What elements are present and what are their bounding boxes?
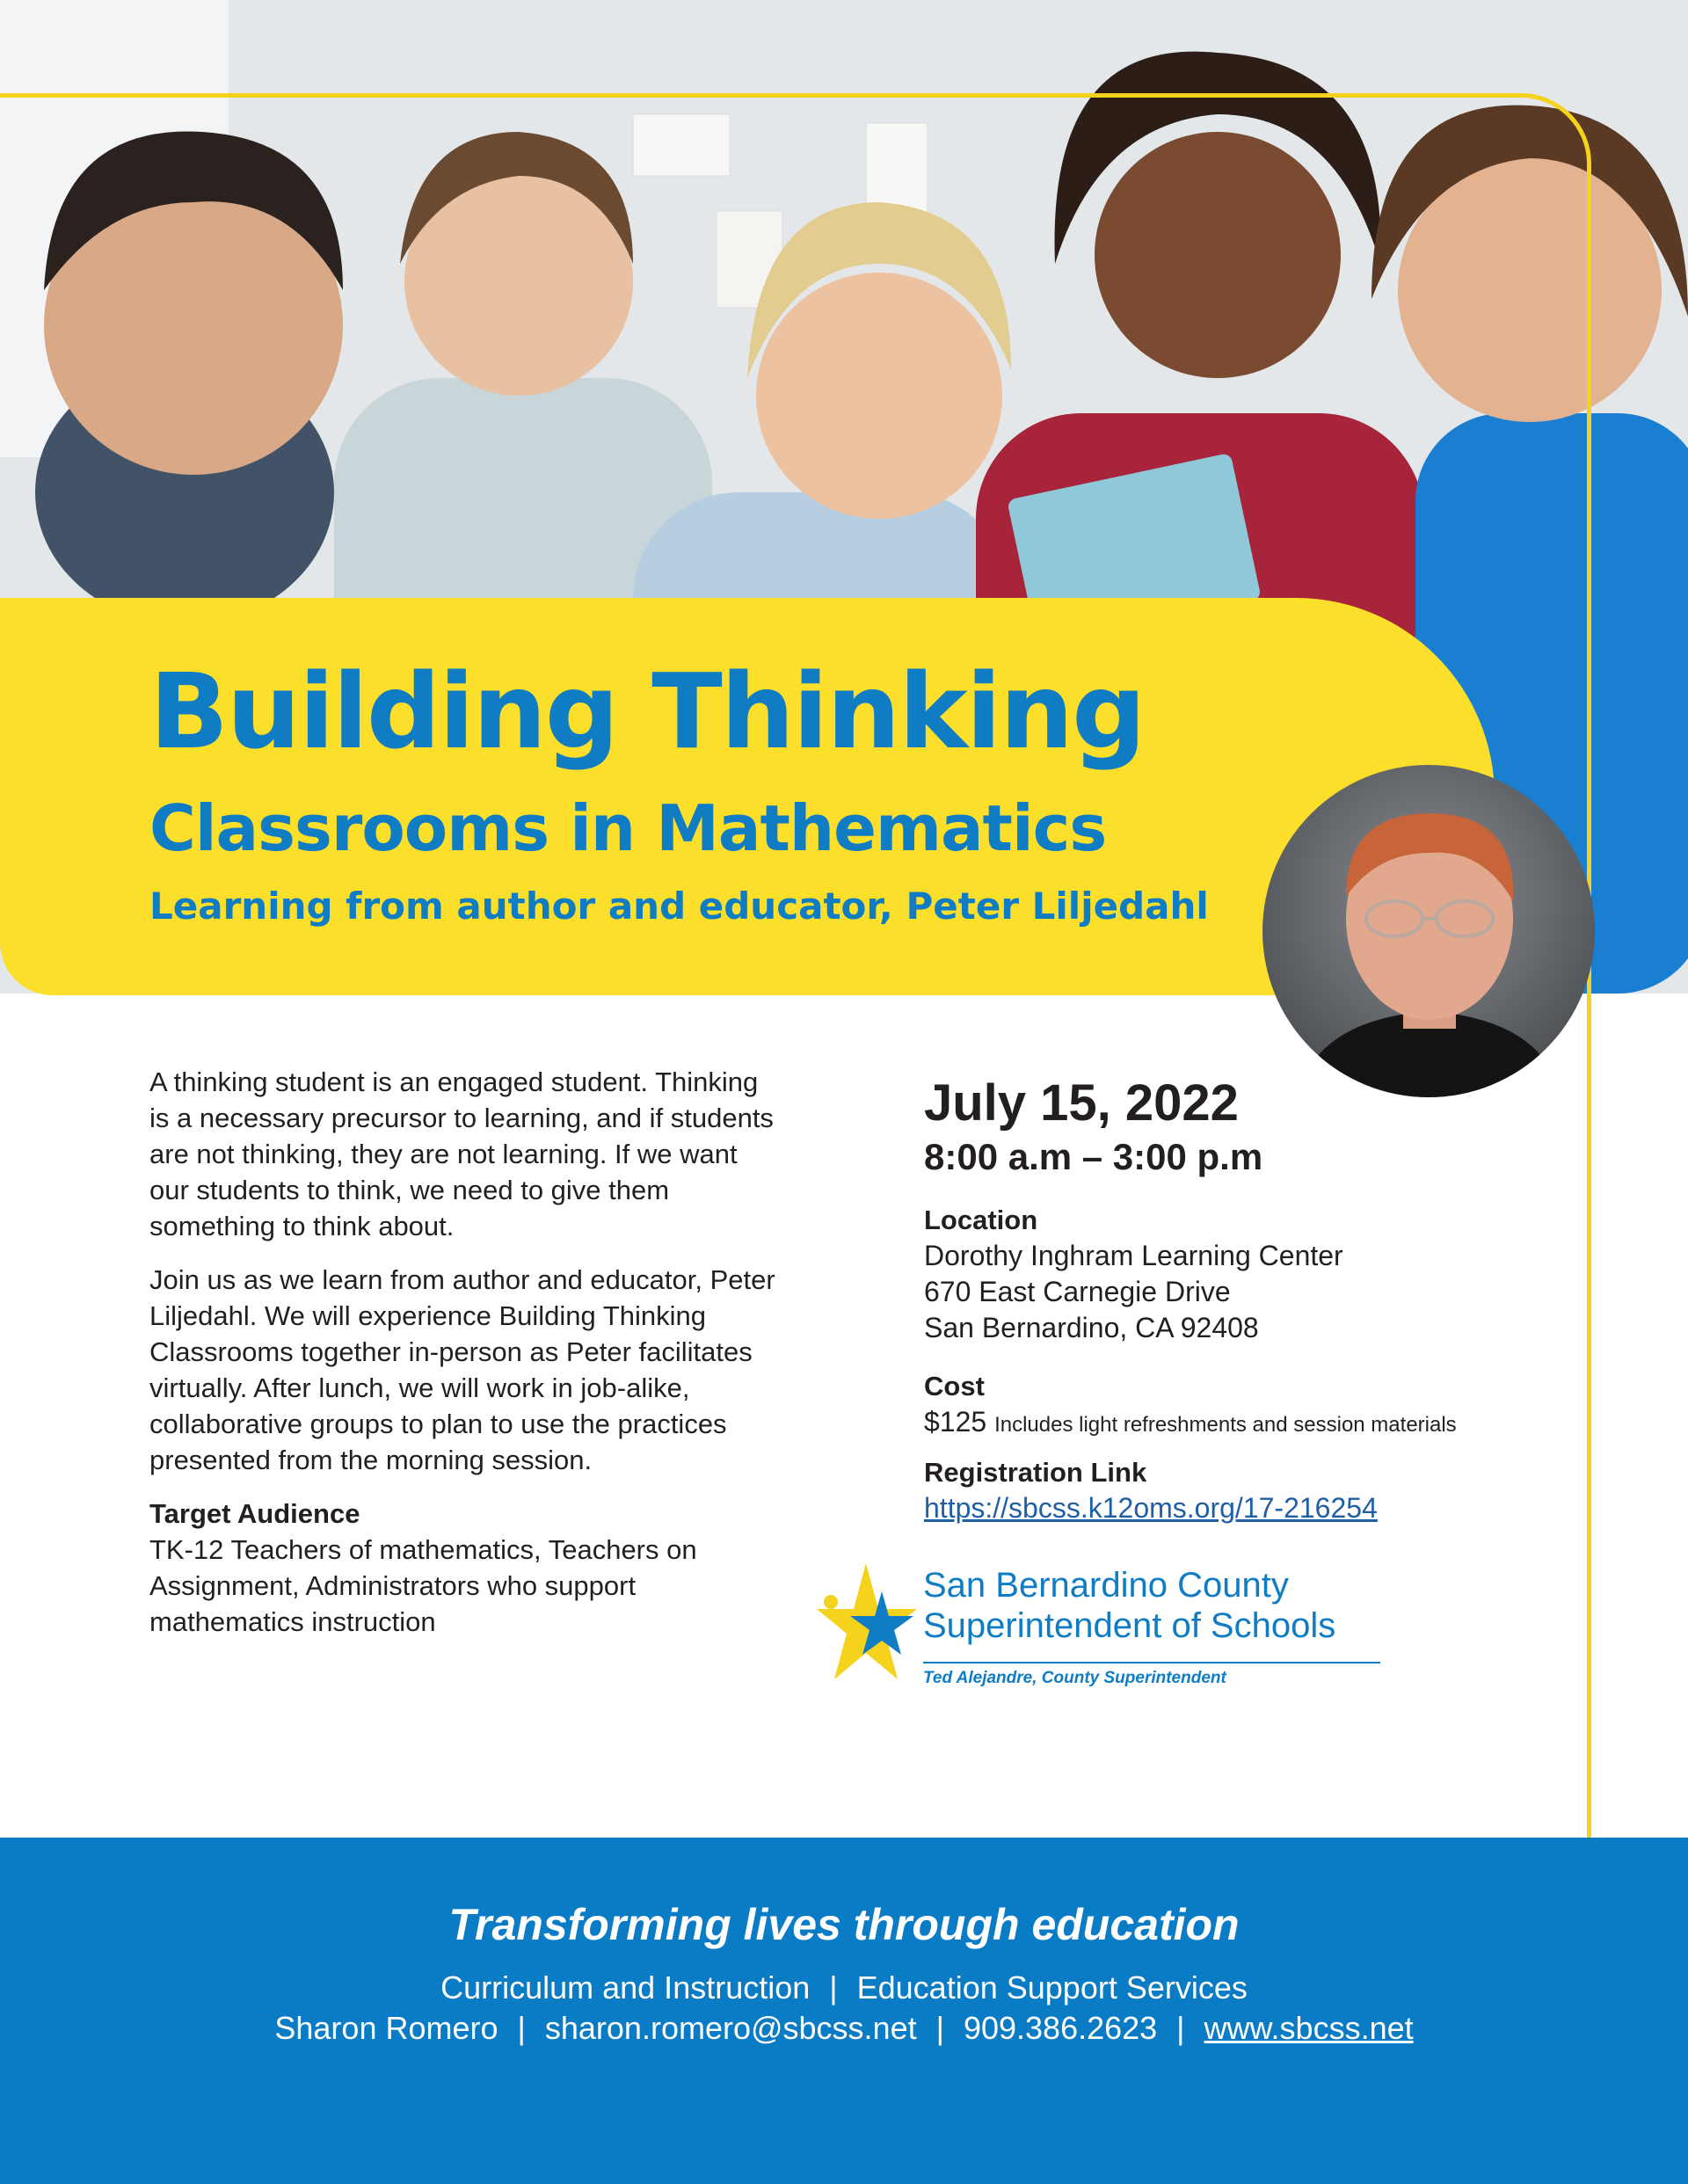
cost-note: Includes light refreshments and session materials [994, 1413, 1457, 1437]
separator: | [935, 2010, 944, 2046]
separator: | [517, 2010, 526, 2046]
location-line: 670 East Carnegie Drive [924, 1276, 1231, 1307]
cost-heading: Cost [924, 1371, 985, 1401]
registration-heading: Registration Link [924, 1457, 1147, 1488]
registration-link[interactable]: https://sbcss.k12oms.org/17-216254 [924, 1492, 1378, 1524]
presenter-photo-illustration [1262, 765, 1595, 1097]
logo-name-line: San Bernardino County [923, 1566, 1289, 1605]
star-logo-icon [813, 1556, 919, 1693]
event-time: 8:00 a.m – 3:00 p.m [924, 1136, 1263, 1177]
cost-line [924, 1404, 1592, 1443]
logo-name [923, 1565, 1335, 1646]
description-paragraph: Join us as we learn from author and educator, Peter Liljedahl. We will experience Building Thinking Classrooms together in-person as Peter facilitates virtually. After lunch, we will work in job-alike, collaborative groups to plan to use the practices presented from the morning session. [149, 1264, 775, 1475]
contact-name: Sharon Romero [274, 2010, 498, 2046]
event-date: July 15, 2022 [924, 1074, 1239, 1132]
website-link[interactable]: www.sbcss.net [1204, 2010, 1414, 2046]
department-name: Curriculum and Instruction [440, 1969, 811, 2006]
department-name: Education Support Services [856, 1969, 1248, 2006]
presenter-portrait [1262, 765, 1595, 1097]
footer-tagline: Transforming lives through education [448, 1900, 1240, 1949]
contact-email: sharon.romero@sbcss.net [544, 2010, 917, 2046]
page-subtitle: Classrooms in Mathematics [149, 791, 1107, 865]
footer-contact [0, 2010, 1688, 2047]
separator: | [829, 1969, 838, 2006]
audience-heading: Target Audience [149, 1498, 360, 1529]
page-title: Building Thinking [149, 651, 1145, 772]
description-section [149, 1064, 782, 1640]
separator: | [1176, 2010, 1185, 2046]
footer-departments [0, 1969, 1688, 2006]
contact-phone: 909.386.2623 [963, 2010, 1158, 2046]
logo-tagline: Ted Alejandre, County Superintendent [923, 1669, 1226, 1687]
audience-text: TK-12 Teachers of mathematics, Teachers on Assignment, Administrators who support mathematics instruction [149, 1534, 697, 1637]
cost-amount: $125 [924, 1406, 987, 1438]
location-heading: Location [924, 1205, 1038, 1235]
logo-name-line: Superintendent of Schools [923, 1606, 1336, 1645]
footer-band [0, 1838, 1688, 2184]
page-tagline: Learning from author and educator, Peter Liljedahl [149, 885, 1209, 928]
location-line: San Bernardino, CA 92408 [924, 1312, 1259, 1343]
event-details [924, 1073, 1592, 1526]
sbcss-logo [813, 1556, 1385, 1693]
logo-divider [923, 1662, 1380, 1663]
description-paragraph: A thinking student is an engaged student. Thinking is a necessary precursor to learning, and if students are not thinking, they are not learning. If we want our students to think, we need to give them something to think about. [149, 1067, 774, 1241]
location-line: Dorothy Inghram Learning Center [924, 1240, 1343, 1271]
